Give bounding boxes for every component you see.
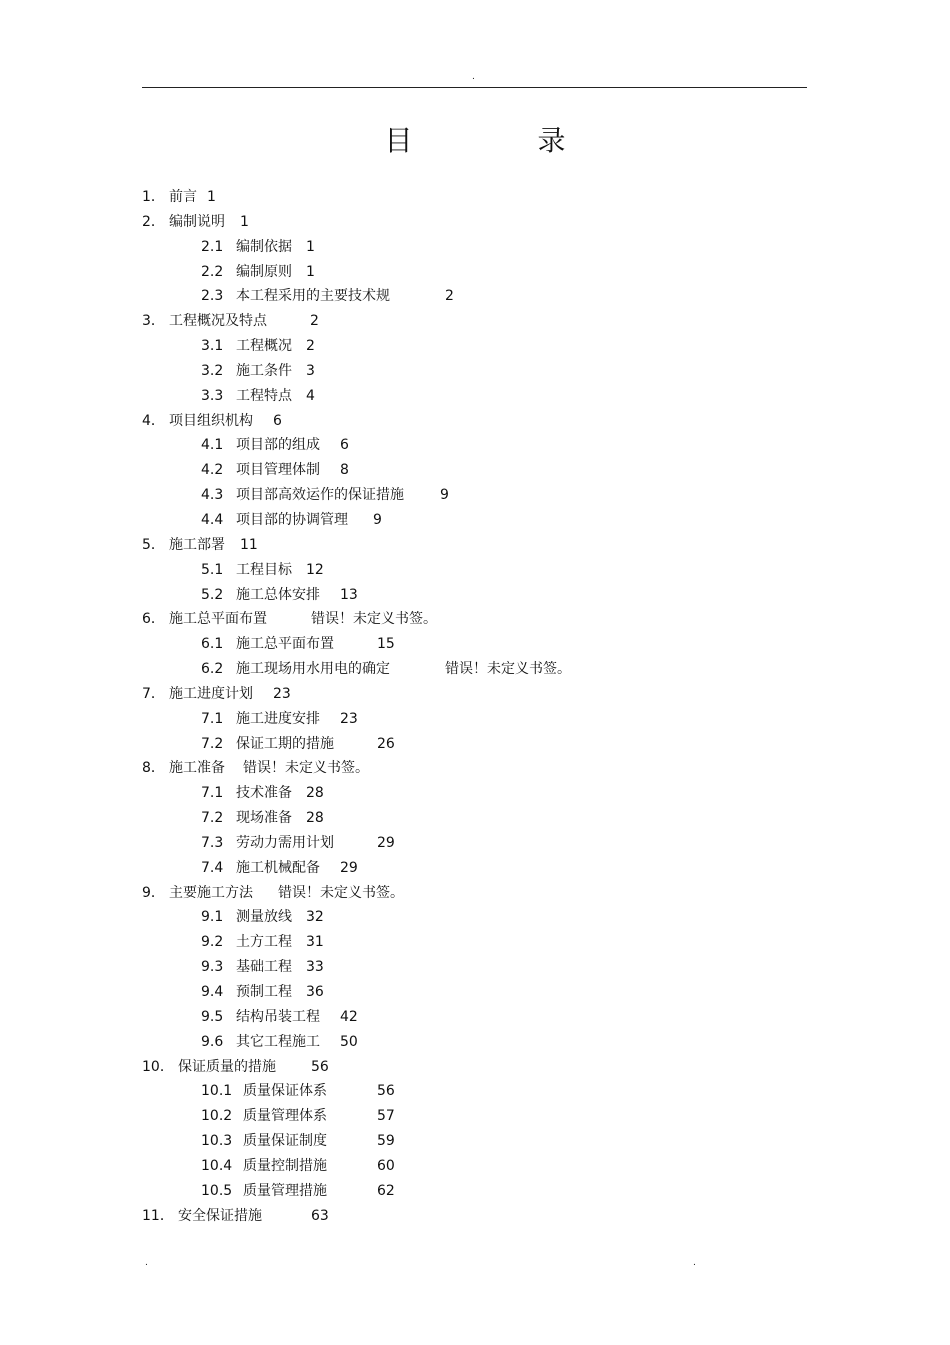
toc-entry[interactable] xyxy=(142,359,807,384)
toc-entry[interactable] xyxy=(142,185,807,210)
toc-entry[interactable] xyxy=(142,384,807,409)
toc-entry-title: 编制原则 xyxy=(236,263,292,280)
toc-entry-number: 5.2 xyxy=(201,586,224,603)
toc-entry-number: 10.3 xyxy=(201,1133,233,1150)
toc-entry-page: 1 xyxy=(306,263,315,280)
toc-entry-page: 26 xyxy=(377,735,395,752)
toc-entry[interactable] xyxy=(142,433,807,458)
toc-entry-number: 10.1 xyxy=(201,1083,233,1100)
toc-entry-number: 2． xyxy=(142,213,165,230)
toc-entry-number: 4.1 xyxy=(201,437,224,454)
toc-entry[interactable] xyxy=(142,1079,807,1104)
toc-entry-title: 劳动力需用计划 xyxy=(236,834,334,851)
toc-entry[interactable] xyxy=(142,905,807,930)
toc-entry-page: 50 xyxy=(340,1033,358,1050)
toc-entry-page: 9 xyxy=(373,511,382,528)
toc-entry-title: 施工现场用水用电的确定 xyxy=(236,661,390,678)
toc-entry-page: 63 xyxy=(311,1207,329,1224)
toc-entry-number: 1． xyxy=(142,189,165,205)
toc-entry-page: 33 xyxy=(306,959,324,976)
toc-entry-number: 10． xyxy=(142,1058,174,1075)
toc-entry-number: 9.3 xyxy=(201,959,224,976)
toc-entry-page: 15 xyxy=(377,636,395,653)
toc-entry-number: 6.1 xyxy=(201,636,224,653)
toc-entry-number: 2.1 xyxy=(201,238,224,255)
toc-entry-number: 3.1 xyxy=(201,338,224,355)
toc-entry-number: 9.5 xyxy=(201,1008,224,1025)
toc-entry-page: 29 xyxy=(340,859,358,876)
toc-entry-page: 13 xyxy=(340,586,358,603)
toc-entry-number: 11． xyxy=(142,1207,174,1224)
toc-entry[interactable] xyxy=(142,806,807,831)
toc-entry-page: 56 xyxy=(377,1083,395,1100)
toc-entry[interactable] xyxy=(142,732,807,757)
toc-entry-number: 5． xyxy=(142,536,165,553)
toc-entry-title: 保证质量的措施 xyxy=(178,1058,276,1075)
footer-left-mark: . xyxy=(145,1258,148,1268)
toc-entry-page: 6 xyxy=(340,437,349,454)
toc-entry-page: 2 xyxy=(445,288,454,305)
toc-entry-title: 测量放线 xyxy=(236,909,292,926)
toc-entry-title: 其它工程施工 xyxy=(236,1033,320,1050)
toc-entry[interactable] xyxy=(142,1129,807,1154)
toc-entry[interactable] xyxy=(142,955,807,980)
toc-entry-page: 8 xyxy=(340,462,349,479)
toc-entry-title: 施工总体安排 xyxy=(236,586,320,603)
toc-entry-number: 3． xyxy=(142,313,165,330)
toc-entry-title: 技术准备 xyxy=(236,785,292,802)
toc-entry[interactable] xyxy=(142,1204,807,1229)
toc-entry-page: 59 xyxy=(377,1133,395,1150)
toc-entry-number: 7.1 xyxy=(201,785,224,802)
toc-entry-page: 62 xyxy=(377,1182,395,1199)
toc-entry-page: 32 xyxy=(306,909,324,926)
toc-entry-number: 4.3 xyxy=(201,487,224,504)
toc-entry-number: 9.6 xyxy=(201,1033,224,1050)
toc-entry-number: 9.4 xyxy=(201,984,224,1000)
toc-entry-title: 工程概况 xyxy=(236,338,292,355)
toc-entry[interactable] xyxy=(142,682,807,707)
toc-entry[interactable] xyxy=(142,533,807,558)
toc-entry-page: 28 xyxy=(306,810,324,827)
toc-entry[interactable] xyxy=(142,607,807,632)
toc-entry[interactable] xyxy=(142,707,807,732)
toc-entry[interactable] xyxy=(142,881,807,906)
toc-entry-number: 7.2 xyxy=(201,735,224,752)
toc-entry[interactable] xyxy=(142,508,807,533)
toc-entry-number: 7.1 xyxy=(201,710,224,727)
toc-entry-title: 工程特点 xyxy=(236,387,292,404)
toc-entry-page: 6 xyxy=(273,412,282,429)
toc-entry-title: 前言 xyxy=(169,189,197,205)
toc-entry-title: 施工准备 xyxy=(169,760,225,777)
toc-entry-number: 9.2 xyxy=(201,934,224,951)
toc-entry-title: 施工进度计划 xyxy=(169,685,253,702)
toc-entry-title: 安全保证措施 xyxy=(178,1207,262,1224)
toc-entry[interactable] xyxy=(142,930,807,955)
toc-entry-number: 10.5 xyxy=(201,1182,233,1199)
toc-entry-page: 错误！未定义书签。 xyxy=(243,760,369,777)
toc-entry-page: 2 xyxy=(310,313,319,330)
toc-entry-title: 工程概况及特点 xyxy=(169,313,267,330)
toc-entry-number: 7． xyxy=(142,685,165,702)
toc-entry-page: 1 xyxy=(306,238,315,255)
toc-entry-page: 2 xyxy=(306,338,315,355)
toc-entry-page: 28 xyxy=(306,785,324,802)
toc-entry-title: 结构吊装工程 xyxy=(236,1008,320,1025)
toc-entry-page: 3 xyxy=(306,362,315,379)
header-rule xyxy=(142,87,807,88)
toc-entry[interactable] xyxy=(142,458,807,483)
toc-entry-number: 2.3 xyxy=(201,288,224,305)
toc-entry-title: 主要施工方法 xyxy=(169,884,253,901)
toc-entry-number: 7.2 xyxy=(201,810,224,827)
toc-entry-page: 12 xyxy=(306,561,324,578)
toc-entry[interactable] xyxy=(142,309,807,334)
toc-entry-title: 项目管理体制 xyxy=(236,462,320,479)
toc-entry-page: 56 xyxy=(311,1058,329,1075)
toc-entry-page: 42 xyxy=(340,1008,358,1025)
toc-entry-page: 4 xyxy=(306,387,315,404)
toc-entry-page: 1 xyxy=(240,213,249,230)
toc-entry-title: 本工程采用的主要技术规 xyxy=(236,288,390,305)
toc-entry[interactable] xyxy=(142,1055,807,1080)
toc-entry-number: 3.2 xyxy=(201,362,224,379)
toc-entry-title: 质量控制措施 xyxy=(243,1157,327,1174)
toc-entry[interactable] xyxy=(142,210,807,235)
toc-entry-title: 施工总平面布置 xyxy=(236,636,334,653)
toc-entry-number: 4． xyxy=(142,412,165,429)
toc-entry[interactable] xyxy=(142,980,807,1005)
toc-entry-title: 基础工程 xyxy=(236,959,292,976)
toc-entry-title: 项目部的协调管理 xyxy=(236,511,348,528)
toc-entry-number: 5.1 xyxy=(201,561,224,578)
toc-entry[interactable] xyxy=(142,781,807,806)
toc-entry-number: 10.4 xyxy=(201,1157,233,1174)
toc-entry-title: 土方工程 xyxy=(236,934,292,951)
toc-entry[interactable] xyxy=(142,235,807,260)
toc-entry-number: 7.3 xyxy=(201,834,224,851)
toc-entry[interactable] xyxy=(142,657,807,682)
toc-entry[interactable] xyxy=(142,756,807,781)
toc-entry-title: 施工进度安排 xyxy=(236,710,320,727)
toc-entry[interactable] xyxy=(142,1154,807,1179)
toc-entry-number: 6． xyxy=(142,611,165,628)
toc-entry-title: 施工部署 xyxy=(169,536,225,553)
toc-entry-title: 工程目标 xyxy=(236,561,292,578)
toc-entry-number: 10.2 xyxy=(201,1108,233,1125)
toc-entry[interactable] xyxy=(142,558,807,583)
toc-entry-page: 1 xyxy=(207,189,216,205)
table-of-contents xyxy=(142,185,807,1228)
toc-entry-page: 23 xyxy=(340,710,358,727)
toc-entry[interactable] xyxy=(142,856,807,881)
footer-right-mark: . xyxy=(693,1258,696,1268)
toc-entry-number: 9.1 xyxy=(201,909,224,926)
toc-entry[interactable] xyxy=(142,260,807,285)
toc-entry[interactable] xyxy=(142,483,807,508)
toc-entry-number: 4.2 xyxy=(201,462,224,479)
toc-entry[interactable] xyxy=(142,1104,807,1129)
toc-entry-number: 9． xyxy=(142,884,165,901)
toc-entry-title: 编制依据 xyxy=(236,238,292,255)
toc-entry-page: 11 xyxy=(240,536,258,553)
toc-entry[interactable] xyxy=(142,1005,807,1030)
toc-entry-title: 施工机械配备 xyxy=(236,859,320,876)
toc-entry-title: 质量管理措施 xyxy=(243,1182,327,1199)
toc-entry-page: 23 xyxy=(273,685,291,702)
toc-entry-title: 质量管理体系 xyxy=(243,1108,327,1125)
toc-entry[interactable] xyxy=(142,1179,807,1204)
toc-entry-page: 29 xyxy=(377,834,395,851)
toc-entry-number: 2.2 xyxy=(201,263,224,280)
toc-entry[interactable] xyxy=(142,632,807,657)
toc-entry-title: 施工条件 xyxy=(236,362,292,379)
toc-entry-title: 项目部高效运作的保证措施 xyxy=(236,487,404,504)
toc-entry-title: 编制说明 xyxy=(169,213,225,230)
toc-entry[interactable] xyxy=(142,334,807,359)
toc-entry-page: 36 xyxy=(306,984,324,1000)
toc-entry-title: 施工总平面布置 xyxy=(169,611,267,628)
toc-entry[interactable] xyxy=(142,831,807,856)
toc-entry-page: 57 xyxy=(377,1108,395,1125)
page-title: 目 录 xyxy=(384,124,624,157)
toc-entry[interactable] xyxy=(142,284,807,309)
toc-entry[interactable] xyxy=(142,409,807,434)
toc-entry-title: 质量保证制度 xyxy=(243,1133,327,1150)
toc-entry-page: 31 xyxy=(306,934,324,951)
toc-entry[interactable] xyxy=(142,583,807,608)
toc-entry-page: 9 xyxy=(440,487,449,504)
toc-entry-title: 质量保证体系 xyxy=(243,1083,327,1100)
header-mark: . xyxy=(472,72,475,82)
toc-entry-page: 错误！未定义书签。 xyxy=(445,661,571,678)
toc-entry[interactable] xyxy=(142,1030,807,1055)
toc-entry-number: 7.4 xyxy=(201,859,224,876)
toc-entry-title: 项目部的组成 xyxy=(236,437,320,454)
toc-entry-page: 错误！未定义书签。 xyxy=(278,884,404,901)
toc-entry-title: 保证工期的措施 xyxy=(236,735,334,752)
toc-entry-title: 现场准备 xyxy=(236,810,292,827)
toc-entry-title: 预制工程 xyxy=(236,984,292,1000)
toc-entry-number: 6.2 xyxy=(201,661,224,678)
toc-entry-page: 60 xyxy=(377,1157,395,1174)
toc-entry-title: 项目组织机构 xyxy=(169,412,253,429)
toc-entry-number: 3.3 xyxy=(201,387,224,404)
toc-entry-number: 8． xyxy=(142,760,165,777)
toc-entry-page: 错误！未定义书签。 xyxy=(311,611,437,628)
toc-entry-number: 4.4 xyxy=(201,511,224,528)
